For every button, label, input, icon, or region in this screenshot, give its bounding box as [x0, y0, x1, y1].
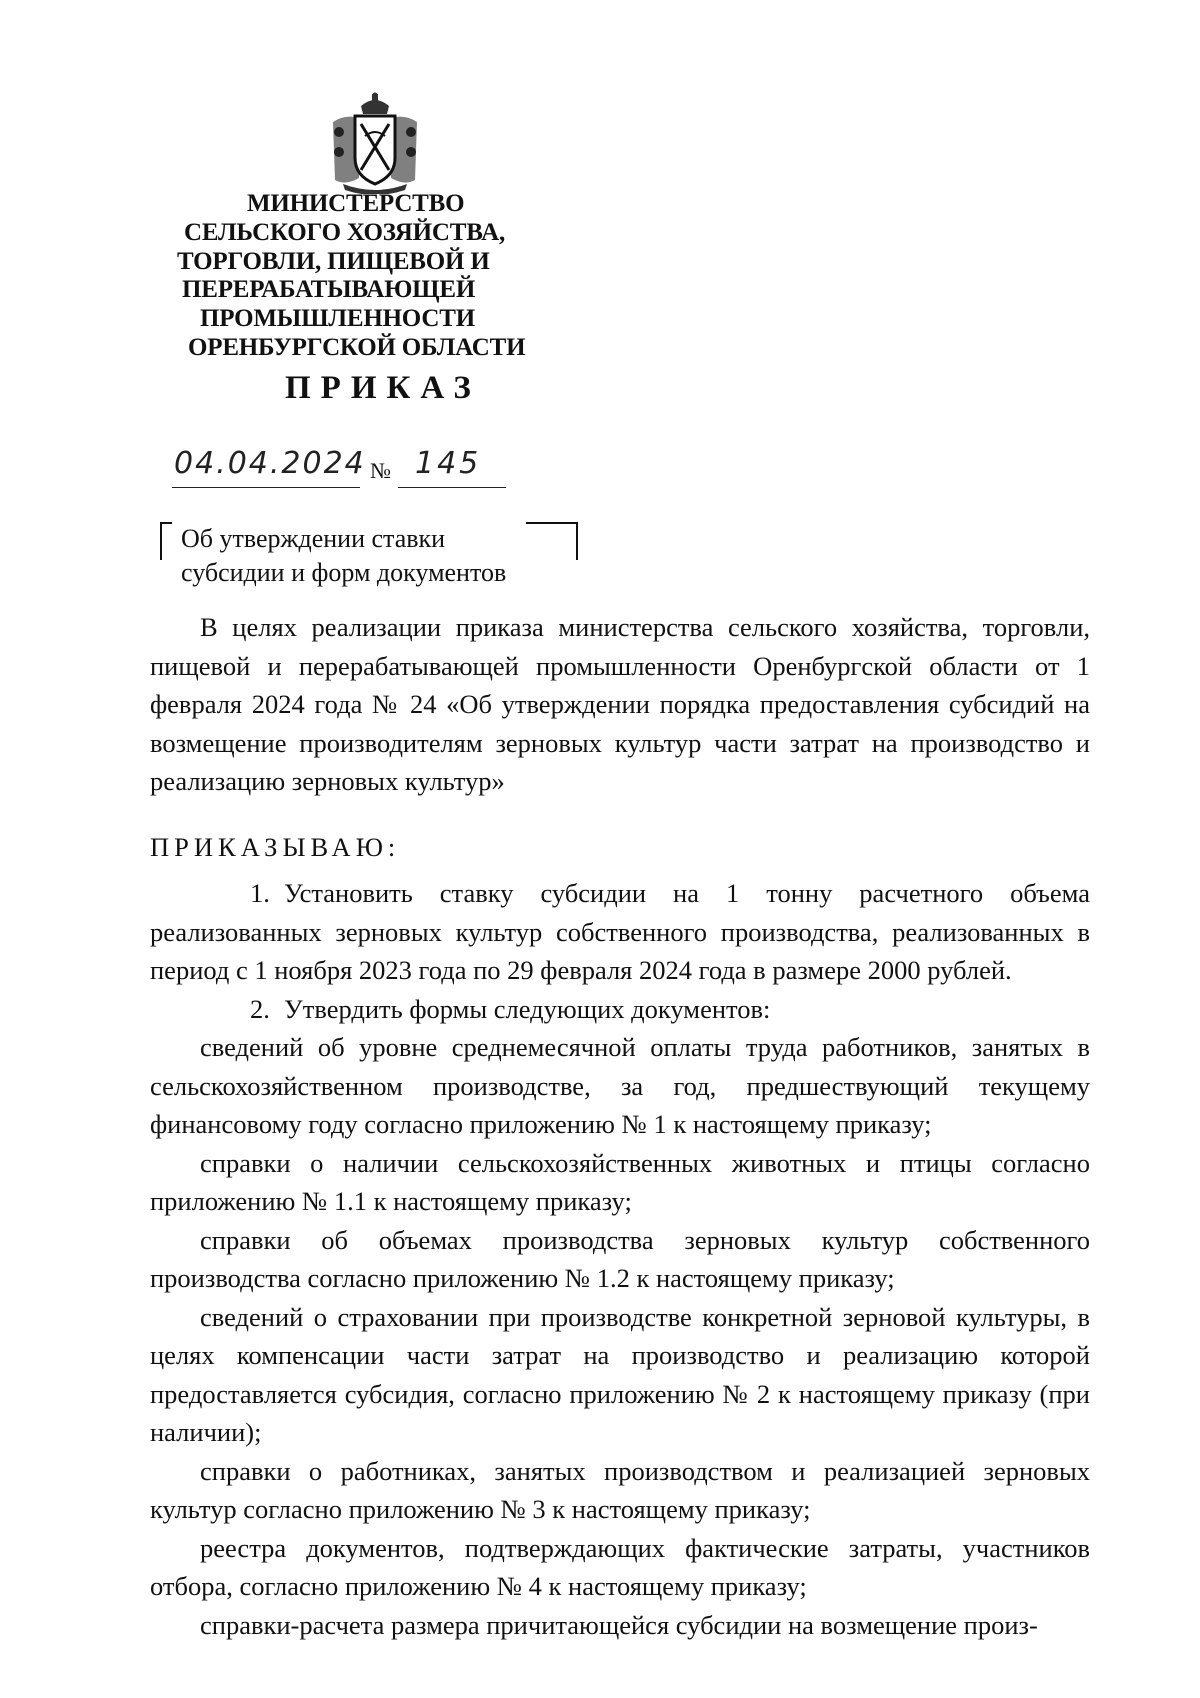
ministry-name [160, 190, 580, 363]
order-item [150, 990, 1090, 1029]
handwritten-date: 04.04.2024 [174, 446, 366, 481]
subject-bracket-left [160, 522, 172, 560]
subject-line: субсидии и форм документов [181, 558, 507, 587]
number-underline [398, 487, 506, 488]
ministry-line: МИНИСТЕРСТВО [247, 190, 465, 217]
form-list-item: справки о работниках, занятых производством и реализацией зерновых культур согласно приложению № 3 к настоящему приказу; [150, 1455, 1090, 1524]
handwritten-number: 145 [415, 446, 482, 481]
ministry-line: ПЕРЕРАБАТЫВАЮЩЕЙ [182, 276, 476, 304]
form-list-item: реестра документов, подтверждающих фактические затраты, участников отбора, согласно приложению № 4 к настоящему приказу; [150, 1532, 1090, 1601]
item-number: 2. [250, 993, 270, 1024]
form-list-item: сведений о страховании при производстве конкретной зерновой культуры, в целях компенсации части затрат на производство и реализацию которой предоставляется субсидия, согласно приложению № 2 к настоящему приказу (при наличии); [150, 1301, 1090, 1447]
date-underline [172, 487, 360, 488]
preamble-block [150, 608, 1090, 801]
preamble-paragraph: В целях реализации приказа министерства сельского хозяйства, торговли, пищевой и перерабатывающей промышленности Оренбургской области от 1 февраля 2024 года № 24 «Об утверждении порядка предоставления субсидий на возмещение производителям зерновых культур части затрат на производство и реализацию зерновых культур» [150, 612, 1090, 796]
form-list-item: справки о наличии сельскохозяйственных животных и птицы согласно приложению № 1.1 к настоящему приказу; [150, 1147, 1090, 1216]
form-list-item: справки об объемах производства зерновых культур собственного производства согласно приложению № 1.2 к настоящему приказу; [150, 1224, 1090, 1293]
subject-bracket-right [526, 522, 578, 560]
ministry-line: ОРЕНБУРГСКОЙ ОБЛАСТИ [188, 333, 526, 361]
item-text: Утвердить формы следующих документов: [284, 993, 771, 1024]
order-item [150, 874, 1090, 990]
document-subject [181, 522, 506, 590]
coat-of-arms-icon [325, 92, 425, 194]
item-number: 1. [250, 878, 270, 908]
form-list-item: справки-расчета размера причитающейся субсидии на возмещение произ- [200, 1609, 1038, 1640]
number-sign: № [370, 458, 391, 483]
form-list-item: сведений об уровне среднемесячной оплаты труда работников, занятых в сельскохозяйственном производстве, за год, предшествующий текущему финансовому году согласно приложению № 1 к настоящему приказу; [150, 1032, 1090, 1139]
subject-line: Об утверждении ставки [181, 524, 446, 553]
document-type-title: ПРИКАЗ [285, 370, 481, 406]
order-heading: ПРИКАЗЫВАЮ: [150, 832, 401, 862]
date-number-line [172, 446, 512, 490]
ministry-line: СЕЛЬСКОГО ХОЗЯЙСТВА, [184, 218, 506, 246]
ministry-line: ПРОМЫШЛЕННОСТИ [200, 305, 475, 333]
ministry-line: ТОРГОВЛИ, ПИЩЕВОЙ И [177, 247, 490, 275]
item-text: Установить ставку субсидии на 1 тонну расчетного объема реализованных зерновых культур собственного производства, реализованных в период с 1 ноября 2023 года по 29 февраля 2024 года в размере 2000 рублей. [150, 878, 1090, 985]
order-items [150, 874, 1090, 1644]
